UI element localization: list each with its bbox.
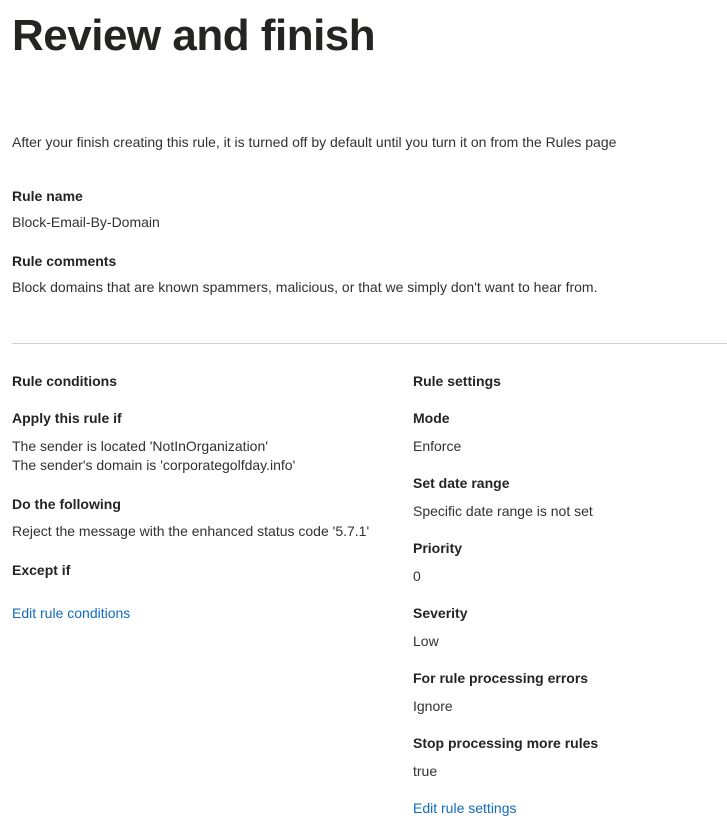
stop-processing-label: Stop processing more rules <box>413 735 599 751</box>
date-range-label: Set date range <box>413 475 510 491</box>
processing-errors-value: Ignore <box>413 698 453 714</box>
except-if-label: Except if <box>12 562 71 578</box>
mode-label: Mode <box>413 410 450 426</box>
intro-text: After your finish creating this rule, it is turned off by default until you turn it on from the Rules page <box>12 134 617 150</box>
priority-label: Priority <box>413 540 463 556</box>
apply-if-condition-domain: The sender's domain is 'corporategolfday.info' <box>12 457 296 473</box>
processing-errors-label: For rule processing errors <box>413 670 589 686</box>
section-divider <box>12 343 727 344</box>
do-following-value: Reject the message with the enhanced status code '5.7.1' <box>12 523 370 539</box>
severity-value: Low <box>413 633 439 649</box>
edit-rule-conditions-link[interactable]: Edit rule conditions <box>12 605 131 621</box>
date-range-value: Specific date range is not set <box>413 503 593 519</box>
page-title: Review and finish <box>12 11 376 60</box>
rule-settings-heading: Rule settings <box>413 373 501 389</box>
severity-label: Severity <box>413 605 468 621</box>
priority-value: 0 <box>413 568 421 584</box>
rule-name-value: Block-Email-By-Domain <box>12 214 160 230</box>
rule-comments-label: Rule comments <box>12 253 117 269</box>
stop-processing-value: true <box>413 763 438 779</box>
apply-if-label: Apply this rule if <box>12 410 122 426</box>
mode-value: Enforce <box>413 438 462 454</box>
apply-if-condition-location: The sender is located 'NotInOrganization' <box>12 438 268 454</box>
rule-conditions-heading: Rule conditions <box>12 373 117 389</box>
edit-rule-settings-link[interactable]: Edit rule settings <box>413 800 517 816</box>
rule-name-label: Rule name <box>12 188 83 204</box>
do-following-label: Do the following <box>12 496 121 512</box>
rule-comments-value: Block domains that are known spammers, malicious, or that we simply don't want to hear from. <box>12 279 598 295</box>
